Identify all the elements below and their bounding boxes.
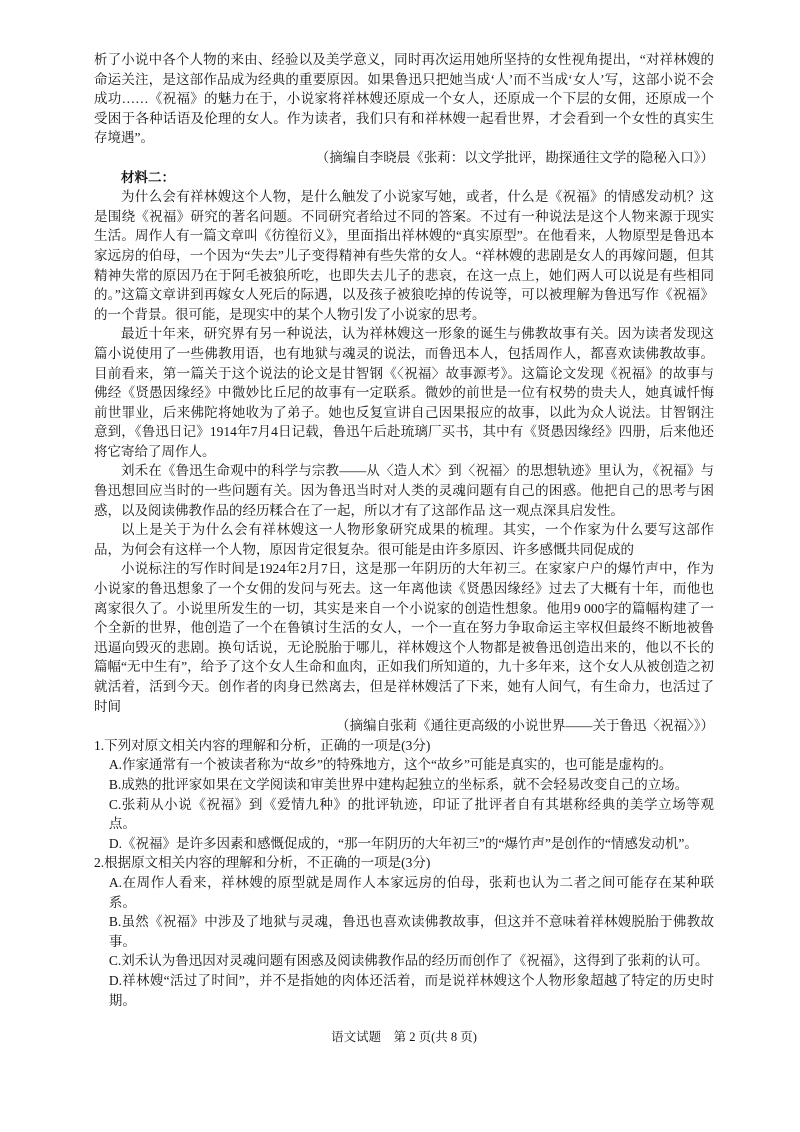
question-2-stem: 2.根据原文相关内容的理解和分析，不正确的一项是(3分) xyxy=(94,855,431,871)
question-2 xyxy=(94,853,714,1010)
question-2-option-d: D.祥林嫂“活过了时间”，并不是指她的肉体还活着，而是说祥林嫂这个人物形象超越了特定的历史时期。 xyxy=(108,972,714,1008)
material-two-paragraph-2: 最近十年来，研究界有另一种说法，认为祥林嫂这一形象的诞生与佛教故事有关。因为读者发现这篇小说使用了一些佛教用语，也有地狱与魂灵的说法，而鲁迅本人，包括周作人，都喜欢读佛教故事。目前看来，第一篇关于这个说法的论文是甘智钢《〈祝福〉故事源考》。这篇论文发现《祝福》的故事与佛经《贤愚因缘经》中微妙比丘尼的故事有一定联系。微妙的前世是一位有权势的贵夫人，她真诚忏悔前世罪业，后来佛陀将她收为了弟子。她也反复宣讲自己因果报应的故事，以此为众人说法。甘智钢注意到，《鲁迅日记》1914年7月4日记载，鲁迅午后赴琉璃厂买书，其中有《贤愚因缘经》四册，后来他还将它寄给了周作人。 xyxy=(94,326,714,459)
question-1-option-d: D.《祝福》是许多因素和感慨促成的，“那一年阴历的大年初三”的“爆竹声”是创作的“情感发动机”。 xyxy=(108,835,698,851)
question-2-option-c: C.刘禾认为鲁迅因对灵魂问题有困惑及阅读佛教作品的经历而创作了《祝福》，这得到了张莉的认可。 xyxy=(108,953,709,969)
question-1 xyxy=(94,736,714,854)
material-two-paragraph-1: 为什么会有祥林嫂这个人物，是什么触发了小说家写她，或者，什么是《祝福》的情感发动机？这是围绕《祝福》研究的著名问题。不同研究者给过不同的答案。不过有一种说法是这个人物来源于现实生活。周作人有一篇文章叫《彷徨衍义》，里面指出祥林嫂的“真实原型”。在他看来，人物原型是鲁迅本家远房的伯母，一个因为“失去”儿子变得精神有些失常的女人。“祥林嫂的悲剧是女人的再嫁问题，但其精神失常的原因乃在于阿毛被狼所吃，也即失去儿子的悲哀，在这一点上，她们两人可以说是有些相同的。”这篇文章讲到再嫁女人死后的际遇，以及孩子被狼吃掉的传说等，可以被理解为鲁迅写作《祝福》的一个背景。很可能，是现实中的某个人物引发了小说家的思考。 xyxy=(94,189,714,322)
attribution-material-two: （摘编自张莉《通往更高级的小说世界——关于鲁迅〈祝福〉》） xyxy=(336,718,714,734)
page-footer: 语文试题 第 2 页(共 8 页) xyxy=(331,1030,477,1045)
question-1-option-c: C.张莉从小说《祝福》到《爱情九种》的批评轨迹，印证了批评者自有其堪称经典的美学立场等观点。 xyxy=(108,796,714,832)
question-1-stem: 1.下列对原文相关内容的理解和分析，正确的一项是(3分) xyxy=(94,737,431,753)
question-2-option-a: A.在周作人看来，祥林嫂的原型就是周作人本家远房的伯母，张莉也认为二者之间可能存在某种联系。 xyxy=(108,874,714,910)
material-two-paragraph-4: 以上是关于为什么会有祥林嫂这一人物形象研究成果的梳理。其实，一个作家为什么要写这部作品，为何会有这样一个人物，原因肯定很复杂。很可能是由许多原因、许多感慨共同促成的 xyxy=(94,522,714,557)
question-1-option-a: A.作家通常有一个被读者称为“故乡”的特殊地方，这个“故乡”可能是真实的，也可能是虚构的。 xyxy=(108,757,673,773)
question-2-option-b: B.虽然《祝福》中涉及了地狱与灵魂，鲁迅也喜欢读佛教故事，但这并不意味着祥林嫂脱胎于佛教故事。 xyxy=(108,914,714,949)
passage-continuation-paragraph: 析了小说中各个人物的来由、经验以及美学意义，同时再次运用她所坚持的女性视角提出，“对祥林嫂的命运关注，是这部作品成为经典的重要原因。如果鲁迅只把她当成‘人’而不当成‘女人’写，这部小说不会成功……《祝福》的魅力在于，小说家将祥林嫂还原成一个女人，还原成一个下层的女佣，还原成一个受困于各种话语及伦理的女人。作为读者，我们只有和祥林嫂一起看世界，才会看到一个女性的真实生存境遇”。 xyxy=(94,52,714,146)
attribution-material-one: （摘编自李晓晨《张莉：以文学批评，勘探通往文学的隐秘入口》） xyxy=(315,149,714,165)
material-two-paragraph-3: 刘禾在《鲁迅生命观中的科学与宗教——从〈造人术〉到〈祝福〉的思想轨迹》里认为，《祝福》与鲁迅想回应当时的一些问题有关。因为鲁迅当时对人类的灵魂问题有自己的困惑。他把自己的思考与困惑，以及阅读佛教作品的经历糅合在了一起，所以才有了这部作品 这一观点深具启发性。 xyxy=(94,463,714,518)
material-two-paragraph-5: 小说标注的写作时间是1924年2月7日，这是那一年阴历的大年初三。在家家户户的爆竹声中，作为小说家的鲁迅想象了一个女佣的发问与死去。这一年离他读《贤愚因缘经》过去了大概有十年，而他也离家很久了。小说里所发生的一切，其实是来自一个小说家的创造性想象。他用9 000字的篇幅构建了一个全新的世界，他创造了一个在鲁镇讨生活的女人，一个一直在努力争取命运主宰权但最终不断地被鲁迅逼向毁灭的悲剧。换句话说，无论脱胎于哪儿，祥林嫂这个人物都是被鲁迅创造出来的，他以不长的篇幅“无中生有”，给予了这个女人生命和血肉，正如我们所知道的，九十多年来，这个女人从被创造之初就活着，活到今天。创作者的肉身已然离去，但是祥林嫂活了下来，她有人间气，有生命力，也活过了时间 xyxy=(94,561,714,714)
question-1-option-b: B.成熟的批评家如果在文学阅读和审美世界中建构起独立的坐标系，就不会轻易改变自己的立场。 xyxy=(108,776,689,792)
material-two-heading: 材料二： xyxy=(121,169,175,185)
